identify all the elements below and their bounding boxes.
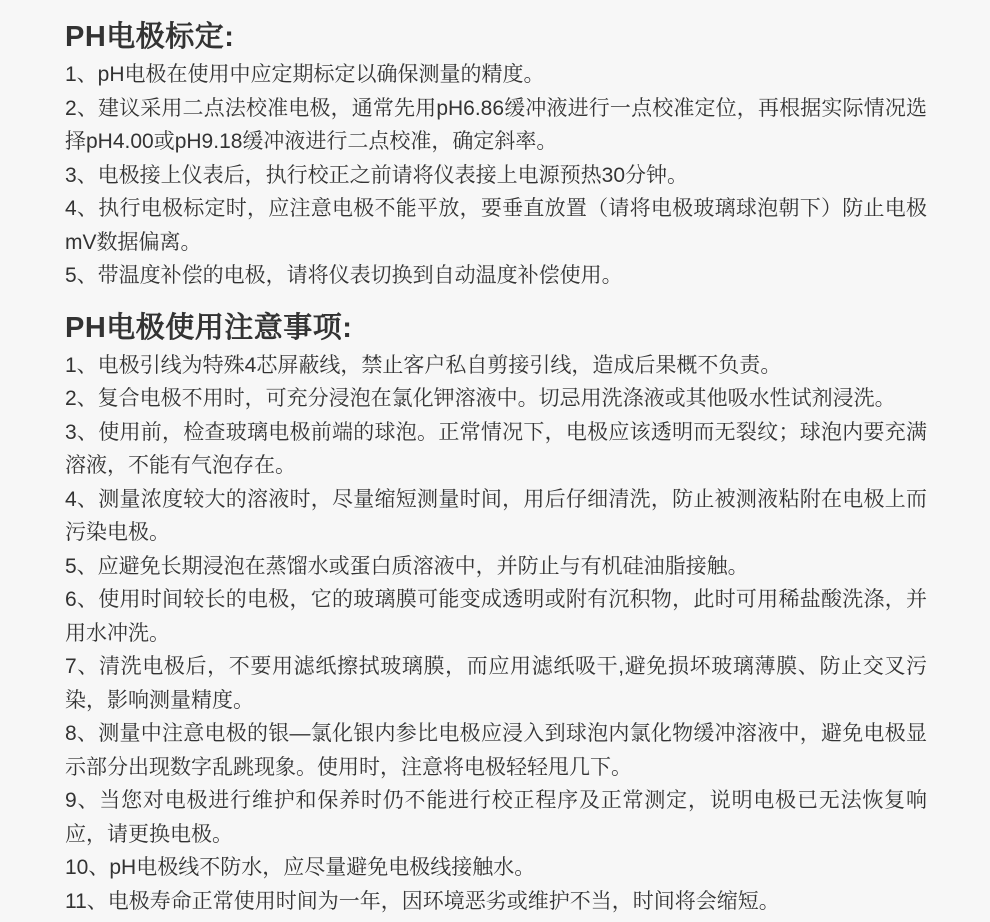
list-item: 5、应避免长期浸泡在蒸馏水或蛋白质溶液中，并防止与有机硅油脂接触。 bbox=[65, 554, 749, 578]
section-ph-calibration bbox=[65, 16, 927, 293]
list-item: 4、执行电极标定时，应注意电极不能平放，要垂直放置（请将电极玻璃球泡朝下）防止电极mV数据偏离。 bbox=[65, 197, 927, 254]
section-title-calibration: PH电极标定: bbox=[65, 21, 235, 53]
list-item: 3、使用前，检查玻璃电极前端的球泡。正常情况下，电极应该透明而无裂纹；球泡内要充满溶液，不能有气泡存在。 bbox=[65, 420, 927, 477]
list-item: 3、电极接上仪表后，执行校正之前请将仪表接上电源预热30分钟。 bbox=[65, 163, 689, 187]
list-item: 2、建议采用二点法校准电极，通常先用pH6.86缓冲液进行一点校准定位，再根据实际情况选择pH4.00或pH9.18缓冲液进行二点校准，确定斜率。 bbox=[65, 96, 927, 153]
list-item: 9、当您对电极进行维护和保养时仍不能进行校正程序及正常测定，说明电极已无法恢复响应，请更换电极。 bbox=[65, 789, 927, 846]
list-item: 4、测量浓度较大的溶液时，尽量缩短测量时间，用后仔细清洗，防止被测液粘附在电极上而污染电极。 bbox=[65, 487, 927, 544]
list-item: 8、测量中注意电极的银—氯化银内参比电极应浸入到球泡内氯化物缓冲溶液中，避免电极显示部分出现数字乱跳现象。使用时，注意将电极轻轻甩几下。 bbox=[65, 722, 927, 779]
list-item: 11、电极寿命正常使用时间为一年，因环境恶劣或维护不当，时间将会缩短。 bbox=[65, 889, 780, 913]
section-ph-usage-notes bbox=[65, 307, 927, 919]
list-item: 5、带温度补偿的电极，请将仪表切换到自动温度补偿使用。 bbox=[65, 264, 623, 287]
section-title-usage-notes: PH电极使用注意事项: bbox=[65, 311, 353, 344]
list-item: 1、pH电极在使用中应定期标定以确保测量的精度。 bbox=[65, 63, 545, 86]
list-item: 7、清洗电极后，不要用滤纸擦拭玻璃膜，而应用滤纸吸干,避免损坏玻璃薄膜、防止交叉污染，影响测量精度。 bbox=[65, 655, 927, 712]
list-item: 1、电极引线为特殊4芯屏蔽线，禁止客户私自剪接引线，造成后果概不负责。 bbox=[65, 353, 782, 377]
list-item: 2、复合电极不用时，可充分浸泡在氯化钾溶液中。切忌用洗涤液或其他吸水性试剂浸洗。 bbox=[65, 387, 896, 410]
list-item: 6、使用时间较长的电极，它的玻璃膜可能变成透明或附有沉积物，此时可用稀盐酸洗涤，并用水冲洗。 bbox=[65, 588, 927, 645]
list-item: 10、pH电极线不防水，应尽量避免电极线接触水。 bbox=[65, 856, 536, 879]
